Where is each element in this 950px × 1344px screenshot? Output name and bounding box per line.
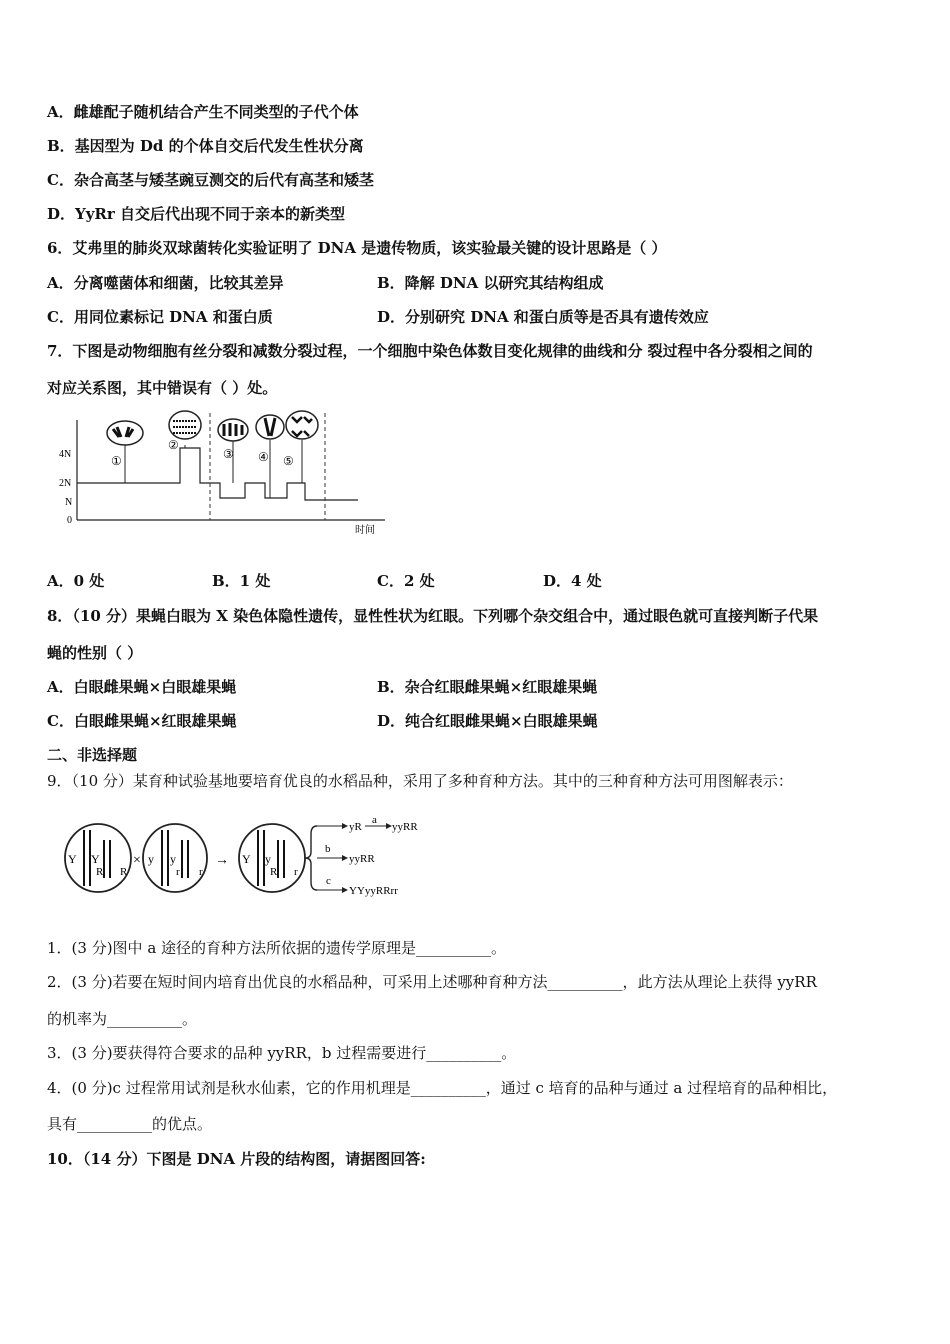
y-label-4n: 4N [59, 449, 72, 460]
cell1-label-3: R [96, 866, 104, 878]
q7-option-c: C．2 处 [377, 572, 435, 590]
chromosome-number-graph [55, 405, 395, 540]
breeding-diagram [60, 812, 430, 907]
q5-option-d: D．YyRr 自交后代出现不同于亲本的新类型 [47, 205, 346, 223]
marker-5: ⑤ [283, 454, 294, 468]
q7-option-d: D．4 处 [543, 572, 602, 590]
cell2-label-1: y [148, 852, 154, 866]
path-c-label: c [326, 875, 331, 887]
q5-option-c: C．杂合高茎与矮茎豌豆测交的后代有高茎和矮茎 [47, 171, 374, 189]
cell3-label-3: R [270, 866, 278, 878]
path-a-end: yyRR [392, 821, 418, 833]
question-10: 10．（14 分）下图是 DNA 片段的结构图，请据图回答: [47, 1150, 426, 1168]
question-8-line2: 蝇的性别（ ） [47, 644, 143, 662]
q5-option-a: A．雌雄配子随机结合产生不同类型的子代个体 [47, 103, 359, 121]
path-b-label: b [325, 843, 331, 855]
y-label-2n: 2N [59, 478, 72, 489]
q8-option-d: D．纯合红眼雌果蝇×白眼雄果蝇 [377, 712, 598, 730]
cell3-label-1: Y [242, 852, 251, 866]
y-label-0: 0 [67, 515, 72, 526]
question-8-line1: 8．（10 分）果蝇白眼为 X 染色体隐性遗传，显性性状为红眼。下列哪个杂交组合中，通过眼色就可直接判断子代果 [47, 607, 819, 625]
q8-option-c: C．白眼雌果蝇×红眼雄果蝇 [47, 712, 237, 730]
q9-sub-4-line1: 4．(0 分)c 过程常用试剂是秋水仙素，它的作用机理是__________，通过 c 培育的品种与通过 a 过程培育的品种相比， [47, 1079, 838, 1097]
question-7-line1: 7．下图是动物细胞有丝分裂和减数分裂过程，一个细胞中染色体数目变化规律的曲线和分 裂过程中各分裂相之间的 [47, 342, 813, 360]
question-7-line2: 对应关系图，其中错误有（ ）处。 [47, 379, 278, 397]
section-2-heading: 二、非选择题 [47, 746, 138, 764]
q7-option-a: A．0 处 [47, 572, 105, 590]
marker-1: ① [111, 454, 122, 468]
q8-option-b: B．杂合红眼雌果蝇×红眼雄果蝇 [377, 678, 598, 696]
q9-sub-2-line1: 2．(3 分)若要在短时间内培育出优良的水稻品种，可采用上述哪种育种方法__________，此方法从理论上获得 yyRR [47, 973, 817, 991]
question-6: 6．艾弗里的肺炎双球菌转化实验证明了 DNA 是遗传物质，该实验最关键的设计思路是（ ） [47, 239, 667, 257]
q6-option-a: A．分离噬菌体和细菌，比较其差异 [47, 274, 284, 292]
x-label-time: 时间 [355, 525, 375, 536]
marker-2: ② [168, 438, 179, 452]
q9-sub-2-line2: 的机率为__________。 [47, 1010, 198, 1028]
cell2-label-3: r [176, 866, 180, 878]
q5-option-b: B．基因型为 Dd 的个体自交后代发生性状分离 [47, 137, 364, 155]
marker-3: ③ [223, 447, 234, 461]
q7-option-b: B．1 处 [212, 572, 271, 590]
cell1-label-4: R [120, 866, 128, 878]
cell3-label-2: y [265, 852, 271, 866]
cell3-label-4: r [294, 866, 298, 878]
q6-option-d: D．分别研究 DNA 和蛋白质等是否具有遗传效应 [377, 308, 709, 326]
y-label-n: N [65, 497, 73, 508]
cross-sign: × [133, 853, 141, 868]
q6-option-b: B．降解 DNA 以研究其结构组成 [377, 274, 604, 292]
path-a-label: a [372, 814, 377, 826]
q9-sub-1: 1．(3 分)图中 a 途径的育种方法所依据的遗传学原理是__________。 [47, 939, 507, 957]
marker-4: ④ [258, 450, 269, 464]
path-a-start: yR [349, 821, 362, 833]
q9-sub-4-line2: 具有__________的优点。 [47, 1115, 213, 1133]
q8-option-a: A．白眼雌果蝇×白眼雄果蝇 [47, 678, 237, 696]
cell1-label-1: Y [68, 852, 77, 866]
arrow-sign: → [215, 853, 229, 868]
path-b-end: yyRR [349, 853, 375, 865]
cell1-label-2: Y [91, 852, 100, 866]
path-c-end: YYyyRRrr [349, 885, 398, 897]
question-9: 9．（10 分）某育种试验基地要培育优良的水稻品种，采用了多种育种方法。其中的三种育种方法可用图解表示： [47, 772, 793, 790]
q9-sub-3: 3．(3 分)要获得符合要求的品种 yyRR，b 过程需要进行__________。 [47, 1044, 517, 1062]
cell2-label-4: r [199, 866, 203, 878]
cell2-label-2: y [170, 852, 176, 866]
q6-option-c: C．用同位素标记 DNA 和蛋白质 [47, 308, 273, 326]
